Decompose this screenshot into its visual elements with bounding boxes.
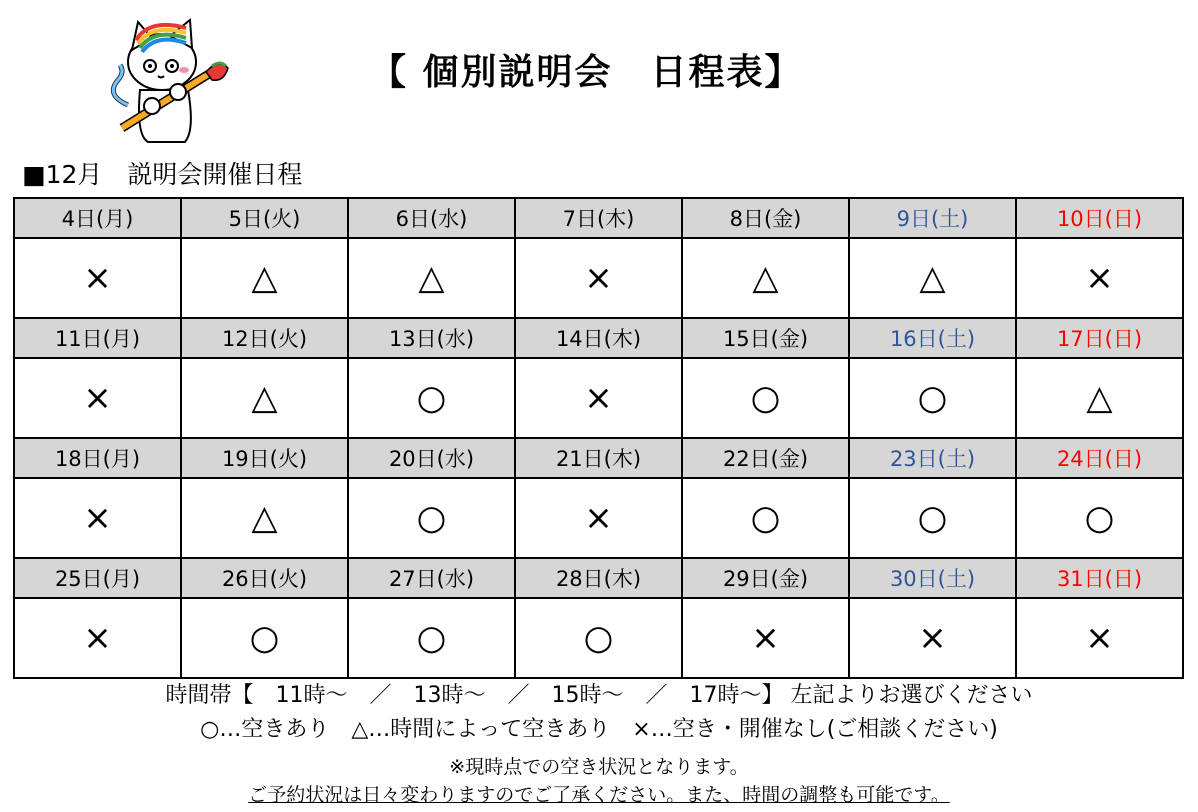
date-cell: 20日(水) xyxy=(348,438,515,478)
date-cell: 30日(土) xyxy=(849,558,1016,598)
legend-text: ○…空きあり △…時間によって空きあり ×…空き・開催なし(ご相談ください) xyxy=(200,717,998,742)
availability-mark: ○ xyxy=(682,478,849,558)
date-row xyxy=(14,558,1183,598)
date-row xyxy=(14,318,1183,358)
date-cell: 27日(水) xyxy=(348,558,515,598)
availability-mark: ○ xyxy=(849,358,1016,438)
date-cell: 24日(日) xyxy=(1016,438,1183,478)
date-cell: 16日(土) xyxy=(849,318,1016,358)
availability-mark: ○ xyxy=(1016,478,1183,558)
date-cell: 25日(月) xyxy=(14,558,181,598)
availability-mark: ○ xyxy=(849,478,1016,558)
date-cell: 28日(木) xyxy=(515,558,682,598)
schedule-table xyxy=(13,197,1184,679)
date-cell: 15日(金) xyxy=(682,318,849,358)
reservation-note: ご予約状況は日々変わりますのでご了承ください。また、時間の調整も可能です。 xyxy=(248,784,950,806)
availability-mark: × xyxy=(14,478,181,558)
availability-mark: ○ xyxy=(348,358,515,438)
availability-mark: ○ xyxy=(515,598,682,678)
availability-mark: × xyxy=(14,238,181,318)
availability-mark: × xyxy=(1016,598,1183,678)
date-cell: 11日(月) xyxy=(14,318,181,358)
availability-mark: △ xyxy=(181,478,348,558)
date-cell: 18日(月) xyxy=(14,438,181,478)
availability-mark: △ xyxy=(181,238,348,318)
date-row xyxy=(14,438,1183,478)
date-cell: 12日(火) xyxy=(181,318,348,358)
date-cell: 17日(日) xyxy=(1016,318,1183,358)
date-cell: 8日(金) xyxy=(682,198,849,238)
date-cell: 19日(火) xyxy=(181,438,348,478)
date-cell: 26日(火) xyxy=(181,558,348,598)
date-cell: 29日(金) xyxy=(682,558,849,598)
availability-mark: × xyxy=(14,598,181,678)
date-cell: 7日(木) xyxy=(515,198,682,238)
availability-mark: △ xyxy=(181,358,348,438)
availability-mark: △ xyxy=(348,238,515,318)
date-cell: 31日(日) xyxy=(1016,558,1183,598)
availability-mark: ○ xyxy=(682,358,849,438)
availability-mark: △ xyxy=(849,238,1016,318)
availability-note: ※現時点での空き状況となります。 xyxy=(449,756,749,778)
time-slots-text: 時間帯【 11時～ ／ 13時～ ／ 15時～ ／ 17時～】 左記よりお選びください xyxy=(165,683,1033,708)
availability-row xyxy=(14,358,1183,438)
availability-row xyxy=(14,238,1183,318)
availability-mark: ○ xyxy=(181,598,348,678)
date-cell: 10日(日) xyxy=(1016,198,1183,238)
availability-mark: × xyxy=(14,358,181,438)
availability-mark: ○ xyxy=(348,478,515,558)
date-cell: 14日(木) xyxy=(515,318,682,358)
date-cell: 4日(月) xyxy=(14,198,181,238)
date-row xyxy=(14,198,1183,238)
availability-mark: × xyxy=(849,598,1016,678)
availability-row xyxy=(14,478,1183,558)
availability-mark: △ xyxy=(1016,358,1183,438)
availability-mark: ○ xyxy=(348,598,515,678)
date-cell: 5日(火) xyxy=(181,198,348,238)
section-title: ■12月 説明会開催日程 xyxy=(22,160,303,189)
date-cell: 13日(水) xyxy=(348,318,515,358)
date-cell: 21日(木) xyxy=(515,438,682,478)
availability-mark: × xyxy=(682,598,849,678)
availability-mark: × xyxy=(515,358,682,438)
availability-mark: × xyxy=(515,238,682,318)
date-cell: 6日(水) xyxy=(348,198,515,238)
date-cell: 22日(金) xyxy=(682,438,849,478)
availability-mark: × xyxy=(1016,238,1183,318)
page-title: 【 個別説明会 日程表】 xyxy=(370,52,803,93)
date-cell: 9日(土) xyxy=(849,198,1016,238)
availability-row xyxy=(14,598,1183,678)
availability-mark: △ xyxy=(682,238,849,318)
mascot-cat-painter xyxy=(100,10,240,150)
availability-mark: × xyxy=(515,478,682,558)
date-cell: 23日(土) xyxy=(849,438,1016,478)
